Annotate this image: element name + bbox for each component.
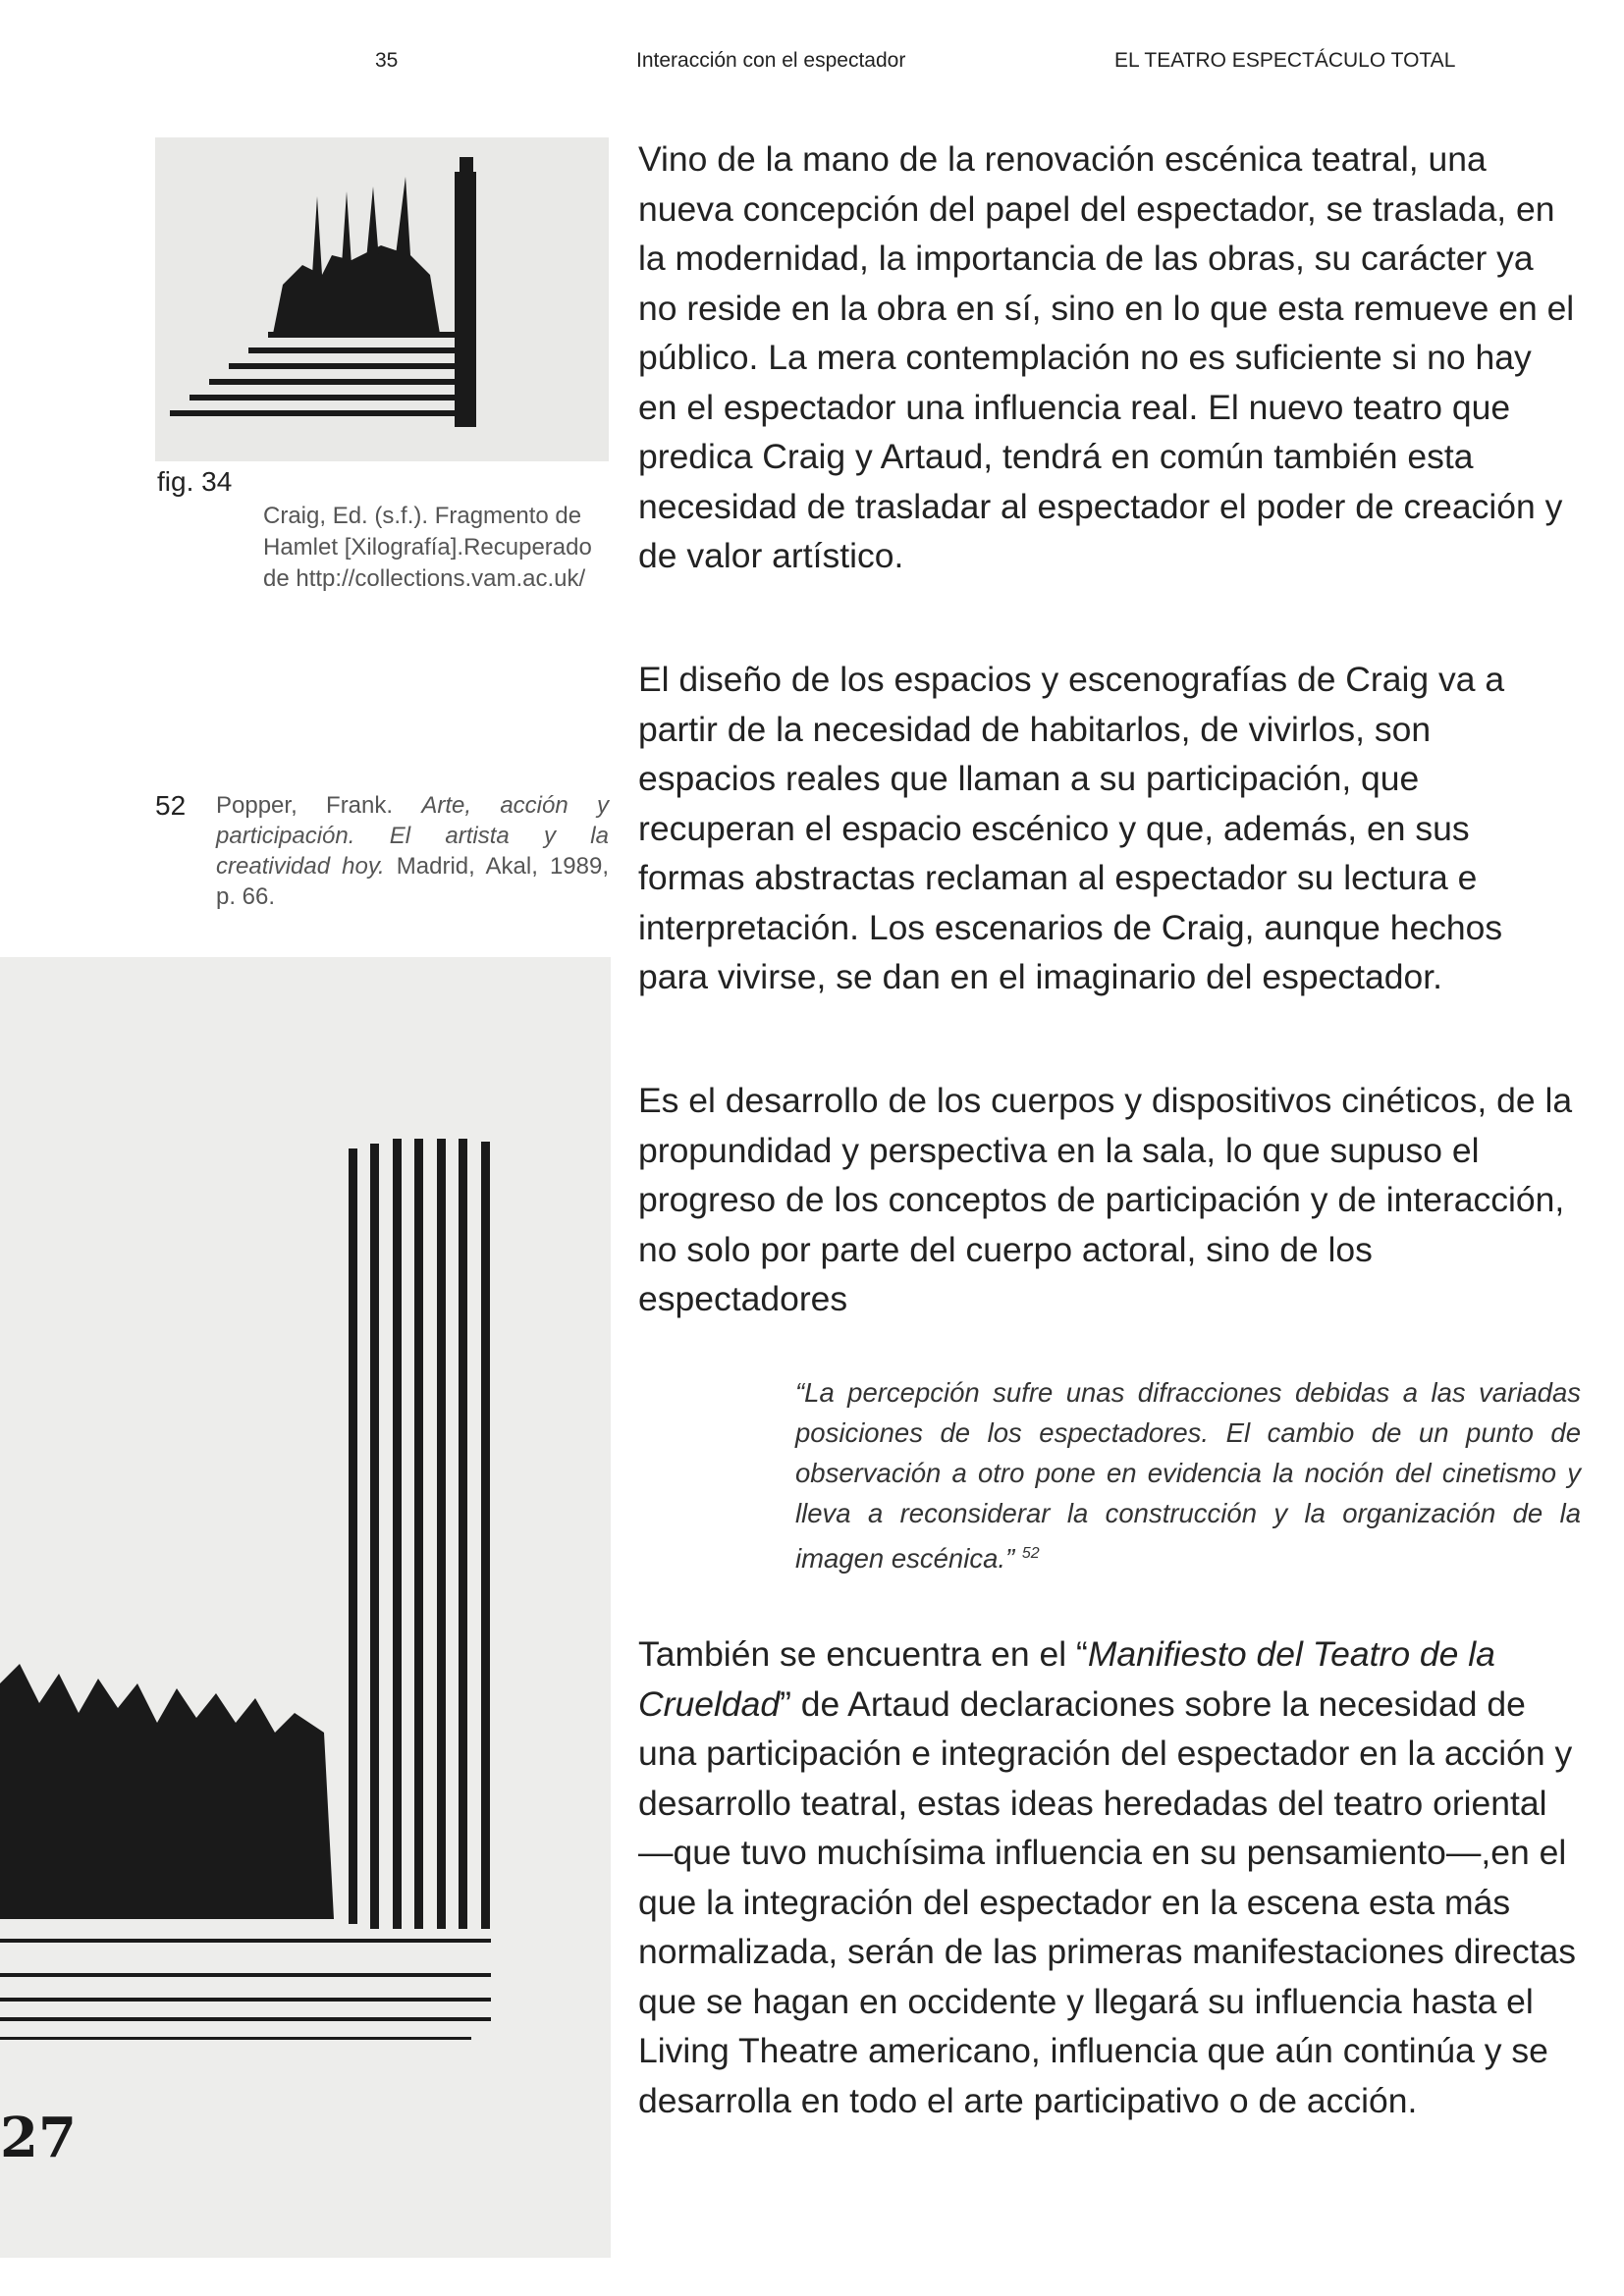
- footnote-text: [216, 790, 609, 912]
- paragraph-2: [638, 655, 1576, 1002]
- paragraph-1: [638, 134, 1576, 581]
- paragraph-text: También se encuentra en el “: [638, 1634, 1088, 1674]
- figure-label: fig. 34: [157, 466, 233, 497]
- paragraph-text: ” de Artaud declaraciones sobre la necesidad de una participación e integración del espectador en la acción y desarrollo teatral, estas ideas heredadas del teatro oriental —que tuvo muchísima influencia en su pensamiento—,en el que la integración del espectador en la escena esta más normalizada, serán de las primeras manifestaciones directas que se hagan en occidente y llegará su influencia hasta el Living Theatre americano, influencia que aún continúa y se desarrolla en todo el arte participativo o de acción.: [638, 1683, 1576, 2120]
- paragraph-3: [638, 1076, 1576, 1324]
- woodcut-number: 27: [0, 2106, 77, 2170]
- paragraph-text: El diseño de los espacios y escenografías de Craig va a partir de la necesidad de habitarlos, de vivirlos, son espacios reales que llaman a su participación, que recuperan el espacio escénico y que, además, en sus formas abstractas reclaman al espectador su lectura e interpretación. Los escenarios de Craig, aunque hechos para vivirse, se dan en el imaginario del espectador.: [638, 660, 1505, 996]
- footnote-title: Arte, acción y participación. El artista y la creatividad hoy.: [216, 792, 609, 880]
- quote-text: “La percepción sufre unas difracciones debidas a las variadas posiciones de los espectadores. El cambio de un punto de observación a otro pone en evidencia la noción del cinetismo y lleva a reconsiderar la construcción y la organización de la imagen escénica.”: [795, 1377, 1581, 1575]
- paragraph-text: Es el desarrollo de los cuerpos y dispositivos cinéticos, de la propundidad y perspectiva en la sala, lo que supuso el progreso de los conceptos de participación y de interacción, no solo por parte del cuerpo actoral, sino de los espectadores: [638, 1081, 1573, 1318]
- manifesto-title: Manifiesto del Teatro de la Crueldad: [638, 1634, 1495, 1724]
- page-number: 35: [375, 49, 399, 72]
- figure-hamlet-woodcut: [155, 137, 609, 461]
- paragraph-4: [638, 1629, 1576, 2125]
- running-header-chapter: EL TEATRO ESPECTÁCULO TOTAL: [1114, 49, 1456, 72]
- running-header-section: Interacción con el espectador: [636, 49, 906, 72]
- figure-caption: Craig, Ed. (s.f.). Fragmento de Hamlet [Xilografía].Recuperado de http://collections.vam.ac.uk/: [263, 503, 592, 592]
- figure-woodcut-detail: [0, 957, 611, 2258]
- paragraph-text: Vino de la mano de la renovación escénica teatral, una nueva concepción del papel del espectador, se traslada, en la modernidad, la importancia de las obras, su carácter ya no reside en la obra en sí, sino en lo que esta remueve en el público. La mera contemplación no es suficiente si no hay en el espectador una influencia real. El nuevo teatro que predica Craig y Artaud, tendrá en común también esta necesidad de trasladar al espectador el poder de creación y de valor artístico.: [638, 139, 1575, 575]
- footnote-number: 52: [155, 790, 187, 821]
- footnote-publication: Madrid, Akal, 1989, p. 66.: [216, 853, 609, 910]
- block-quote: [795, 1372, 1581, 1578]
- footnote-reference[interactable]: 52: [1021, 1545, 1040, 1562]
- footnote-author: Popper, Frank.: [216, 792, 422, 819]
